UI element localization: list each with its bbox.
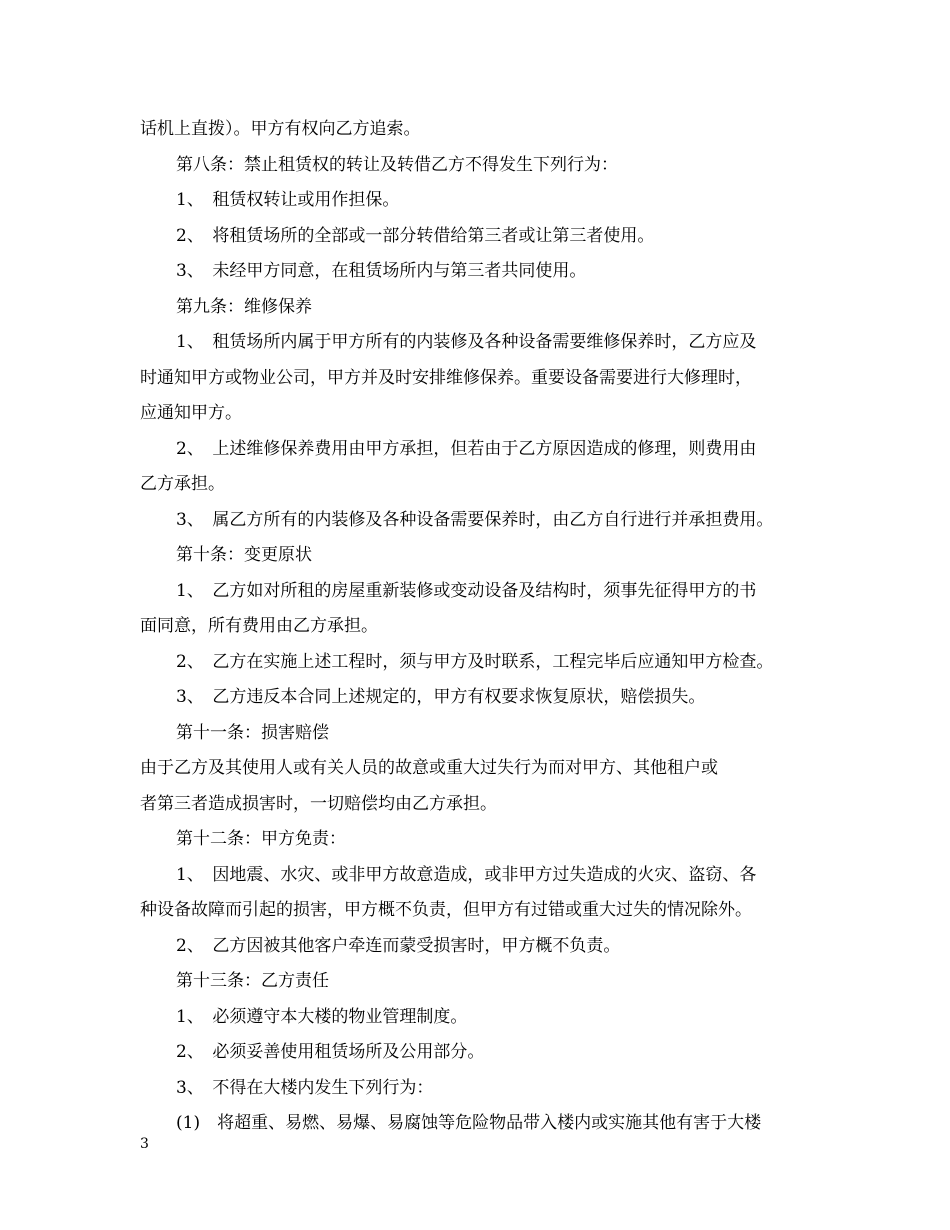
text-line: 第十三条：乙方责任 — [176, 971, 329, 991]
text-line: 第九条：维修保养 — [176, 296, 312, 317]
text-line: (1) 将超重、易燃、易爆、易腐蚀等危险物品带入楼内或实施其他有害于大楼 — [176, 1113, 762, 1133]
text-line: 3、 属乙方所有的内装修及各种设备需要保养时，由乙方自行进行并承担费用。 — [176, 509, 774, 530]
text-line: 2、 乙方在实施上述工程时，须与甲方及时联系，工程完毕后应通知甲方检查。 — [176, 651, 774, 672]
text-line: 第十条：变更原状 — [176, 545, 312, 565]
text-line: 应通知甲方。 — [140, 403, 242, 423]
text-line: 3、 不得在大楼内发生下列行为： — [176, 1077, 434, 1098]
text-line: 1、 租赁权转让或用作担保。 — [176, 190, 400, 210]
text-line: 者第三者造成损害时，一切赔偿均由乙方承担。 — [140, 793, 497, 814]
text-line: 第十一条：损害赔偿 — [176, 722, 329, 743]
text-line: 1、 乙方如对所租的房屋重新装修或变动设备及结构时，须事先征得甲方的书 — [176, 580, 757, 601]
text-line: 1、 必须遵守本大楼的物业管理制度。 — [176, 1006, 468, 1027]
text-line: 乙方承担。 — [140, 474, 225, 494]
page-number: 3 — [140, 1136, 149, 1152]
text-line: 2、 上述维修保养费用由甲方承担，但若由于乙方原因造成的修理，则费用由 — [176, 438, 757, 459]
text-line: 2、 乙方因被其他客户牵连而蒙受损害时，甲方概不负责。 — [176, 935, 621, 956]
text-line: 2、 必须妥善使用租赁场所及公用部分。 — [176, 1042, 485, 1062]
text-line: 时通知甲方或物业公司，甲方并及时安排维修保养。重要设备需要进行大修理时， — [140, 367, 752, 388]
text-line: 由于乙方及其使用人或有关人员的故意或重大过失行为而对甲方、其他租户或 — [140, 758, 718, 778]
text-line: 第十二条：甲方免责： — [176, 829, 346, 849]
text-line: 3、 未经甲方同意，在租赁场所内与第三者共同使用。 — [176, 261, 587, 281]
document-body — [140, 112, 825, 1142]
text-line: 第八条：禁止租赁权的转让及转借乙方不得发生下列行为： — [176, 154, 618, 175]
text-line: 1、 租赁场所内属于甲方所有的内装修及各种设备需要维修保养时，乙方应及 — [176, 332, 757, 352]
text-line: 1、 因地震、水灾、或非甲方故意造成，或非甲方过失造成的火灾、盗窃、各 — [176, 864, 757, 885]
text-line: 种设备故障而引起的损害，甲方概不负责，但甲方有过错或重大过失的情况除外。 — [140, 900, 752, 920]
text-line: 3、 乙方违反本合同上述规定的，甲方有权要求恢复原状，赔偿损失。 — [176, 687, 706, 707]
text-line: 面同意，所有费用由乙方承担。 — [140, 616, 378, 636]
text-line: 话机上直拨）。甲方有权向乙方追索。 — [140, 119, 421, 139]
text-line: 2、 将租赁场所的全部或一部分转借给第三者或让第三者使用。 — [176, 225, 655, 246]
